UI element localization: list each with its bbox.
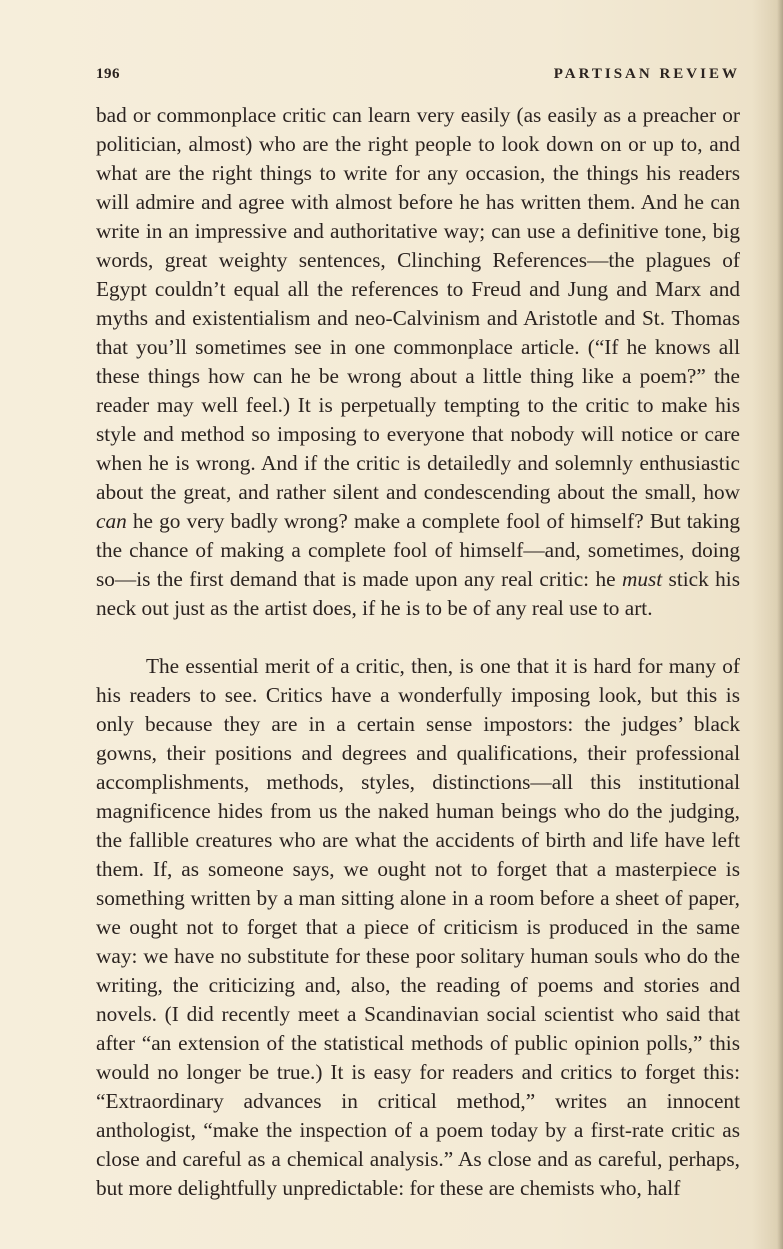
paragraph-1-text-a: bad or commonplace critic can learn very easily (as easily as a preacher or politician, almost) who are the right people to look down on or up to, and what are the right things to write for any occasion, the things his readers will admire and agree with almost before he has written them. And he can write in an impressive and authoritative way; can use a definitive tone, big words, great weighty sentences, Clinching References—the plagues of Egypt couldn’t equal all the references to Freud and Jung and Marx and myths and existentialism and neo-Calvinism and Aristotle and St. Thomas that you’ll sometimes see in one commonplace article. (“If he knows all these things how can he be wrong about a little thing like a poem?” the reader may well feel.) It is perpetually tempting to the critic to make his style and method so imposing to everyone that nobody will notice or care when he is wrong. And if the critic is detailedly and solemnly enthusiastic about the great, and rather silent and condescending about the small, how xyxy=(96,103,740,504)
article-body xyxy=(96,101,740,1203)
paragraph-1 xyxy=(96,101,740,623)
running-head xyxy=(96,66,740,90)
page-edge-shadow xyxy=(777,0,783,1249)
paragraph-1-text-c: stick his neck out just as the artist does, if he is to be of any real use to art. xyxy=(96,567,740,620)
paragraph-1-text-b: he go very badly wrong? make a complete fool of himself? But taking the chance of making a complete fool of himself—and, sometimes, doing so—is the first demand that is made upon any real critic: he xyxy=(96,509,740,591)
page-number: 196 xyxy=(96,66,120,82)
paragraph-2: The essential merit of a critic, then, is one that it is hard for many of his readers to see. Critics have a wonderfully imposing look, but this is only because they are in a certain sense impostors: the judges’ black gowns, their positions and degrees and qualifications, their professional accomplishments, methods, styles, distinctions—all this institutional magnificence hides from us the naked human beings who do the judging, the fallible creatures who are what the accidents of birth and life have left them. If, as someone says, we ought not to forget that a masterpiece is something written by a man sitting alone in a room before a sheet of paper, we ought not to forget that a piece of criticism is produced in the same way: we have no substitute for these poor solitary human souls who do the writing, the criticizing and, also, the reading of poems and stories and novels. (I did recently meet a Scandinavian social scientist who said that after “an extension of the statistical methods of public opinion polls,” this would no longer be true.) It is easy for readers and critics to forget this: “Extraordinary advances in critical method,” writes an innocent anthologist, “make the inspection of a poem today by a first-rate critic as close and careful as a chemical analysis.” As close and as careful, perhaps, but more delightfully unpredictable: for these are chemists who, half xyxy=(96,654,740,1200)
emphasis-can: can xyxy=(96,509,127,533)
journal-title: PARTISAN REVIEW xyxy=(553,66,740,82)
emphasis-must: must xyxy=(621,567,663,591)
